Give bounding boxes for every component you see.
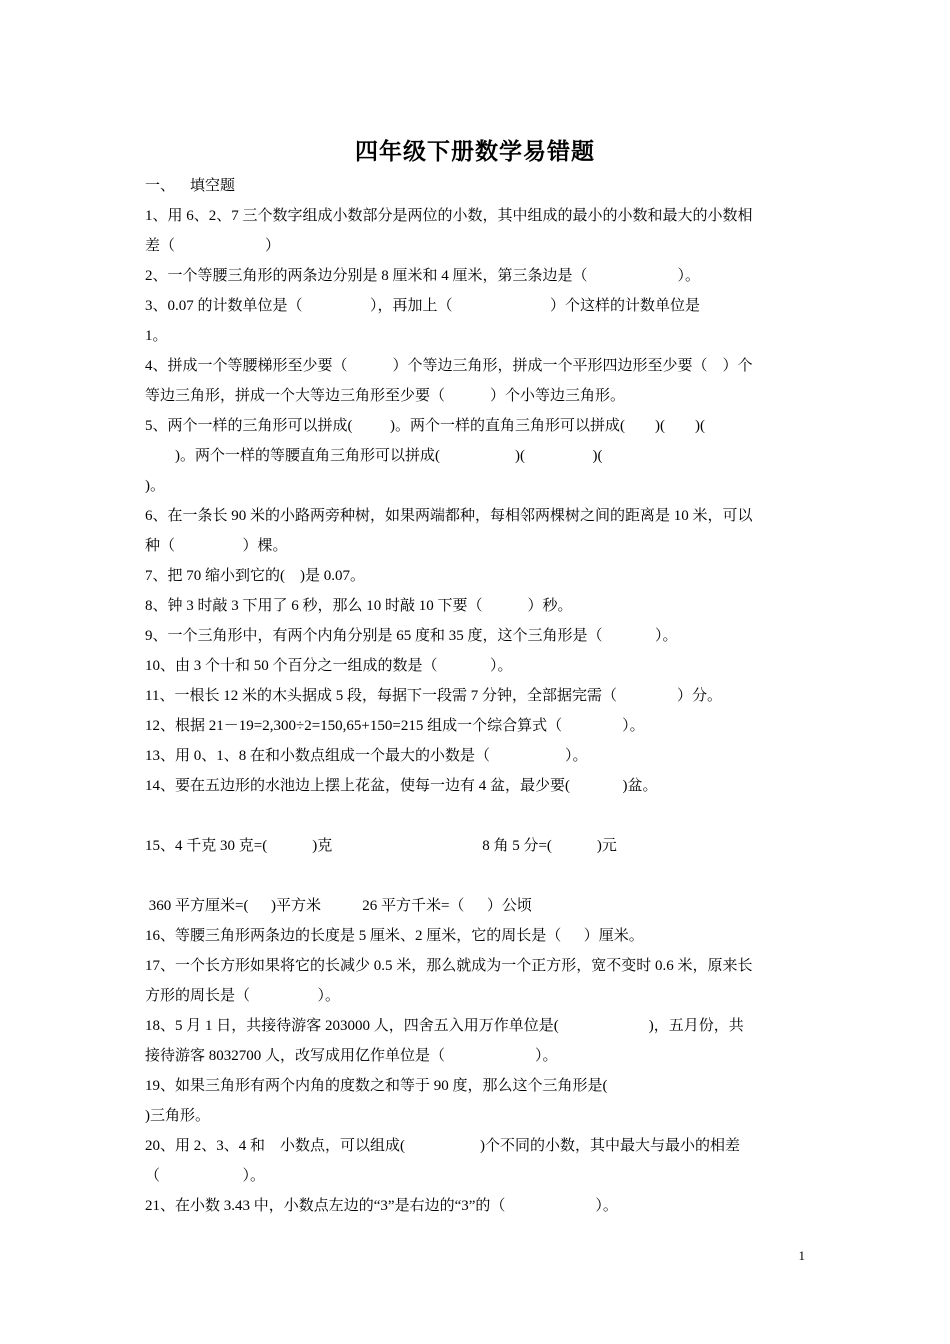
question-line: 方形的周长是（ ）。 <box>145 988 341 1004</box>
question-line: 6、在一条长 90 米的小路两旁种树，如果两端都种，每相邻两棵树之间的距离是 10 米，可以 <box>145 508 753 524</box>
question-line: )三角形。 <box>145 1108 210 1124</box>
question-line: 接待游客 8032700 人，改写成用亿作单位是（ ）。 <box>145 1048 558 1064</box>
question-line: 1、用 6、2、7 三个数字组成小数部分是两位的小数，其中组成的最小的小数和最大的小数相 <box>145 208 753 224</box>
question-line: 19、如果三角形有两个内角的度数之和等于 90 度，那么这个三角形是( <box>145 1078 608 1094</box>
question-line: 14、要在五边形的水池边上摆上花盆，使每一边有 4 盆，最少要( )盆。 <box>145 778 658 794</box>
question-line: 4、拼成一个等腰梯形至少要（ ）个等边三角形，拼成一个平形四边形至少要（ ）个 <box>145 358 753 374</box>
question-line: 18、5 月 1 日，共接待游客 203000 人，四舍五入用万作单位是( )，五月份，共 <box>145 1018 744 1034</box>
question-line: 9、一个三角形中，有两个内角分别是 65 度和 35 度，这个三角形是（ ）。 <box>145 628 678 644</box>
question-line: 差（ ） <box>145 238 281 254</box>
question-line: 1。 <box>145 328 168 344</box>
question-line: 20、用 2、3、4 和 小数点，可以组成( )个不同的小数，其中最大与最小的相差 <box>145 1138 740 1154</box>
question-line: 等边三角形，拼成一个大等边三角形至少要（ ）个小等边三角形。 <box>145 388 626 404</box>
page-title: 四年级下册数学易错题 <box>355 139 595 164</box>
page-number: 1 <box>798 1248 805 1263</box>
question-line: 5、两个一样的三角形可以拼成( )。两个一样的直角三角形可以拼成( )( )( <box>145 418 705 434</box>
question-line: （ ）。 <box>145 1168 266 1184</box>
question-line: 11、一根长 12 米的木头据成 5 段，每据下一段需 7 分钟，全部据完需（ ）分。 <box>145 688 722 704</box>
question-line: 13、用 0、1、8 在和小数点组成一个最大的小数是（ ）。 <box>145 748 588 764</box>
question-line: 种（ ）棵。 <box>145 538 288 554</box>
question-line: 2、一个等腰三角形的两条边分别是 8 厘米和 4 厘米，第三条边是（ ）。 <box>145 268 701 284</box>
question-line: 17、一个长方形如果将它的长减少 0.5 米，那么就成为一个正方形，宽不变时 0.6 米，原来长 <box>145 958 753 974</box>
question-line: 7、把 70 缩小到它的( )是 0.07。 <box>145 568 365 584</box>
question-line: 3、0.07 的计数单位是（ ），再加上（ ）个这样的计数单位是 <box>145 298 701 314</box>
question-line: )。两个一样的等腰直角三角形可以拼成( )( )( <box>145 448 603 464</box>
question-line: 10、由 3 个十和 50 个百分之一组成的数是（ ）。 <box>145 658 513 674</box>
question-line: 12、根据 21－19=2,300÷2=150,65+150=215 组成一个综合算式（ ）。 <box>145 718 645 734</box>
question-line: 21、在小数 3.43 中，小数点左边的“3”是右边的“3”的（ ）。 <box>145 1198 618 1214</box>
question-line: 360 平方厘米=( )平方米 26 平方千米=（ ）公顷 <box>145 898 532 914</box>
question-line: 8、钟 3 时敲 3 下用了 6 秒，那么 10 时敲 10 下要（ ）秒。 <box>145 598 573 614</box>
question-line: 15、4 千克 30 克=( )克 8 角 5 分=( )元 <box>145 838 617 854</box>
section-heading: 一、 填空题 <box>145 178 236 194</box>
question-line: 16、等腰三角形两条边的长度是 5 厘米、2 厘米，它的周长是（ ）厘米。 <box>145 928 644 944</box>
question-line: )。 <box>145 478 165 494</box>
